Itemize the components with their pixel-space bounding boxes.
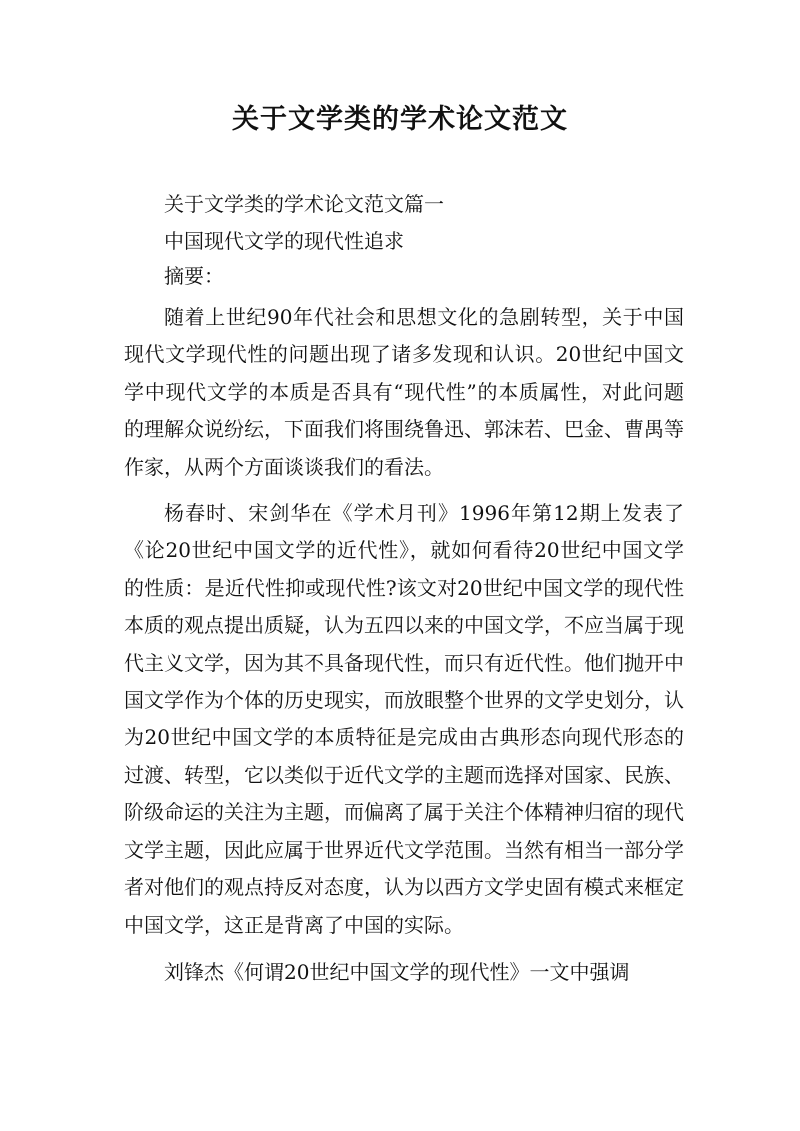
section-heading: 关于文学类的学术论文范文篇一 <box>164 192 444 216</box>
paragraph: 随着上世纪90年代社会和思想文化的急剧转型，关于中国现代文学现代性的问题出现了诸多发现和认识。20世纪中国文学中现代文学的本质是否具有“现代性”的本质属性，对此问题的理解众说纷纭，下面我们将围绕鲁迅、郭沫若、巴金、曹禺等作家，从两个方面谈谈我们的看法。 <box>124 305 684 479</box>
paragraph: 杨春时、宋剑华在《学术月刊》1996年第12期上发表了《论20世纪中国文学的近代性》，就如何看待20世纪中国文学的性质：是近代性抑或现代性?该文对20世纪中国文学的现代性本质的观点提出质疑，认为五四以来的中国文学，不应当属于现代主义文学，因为其不具备现代性，而只有近代性。他们抛开中国文学作为个体的历史现实，而放眼整个世界的文学史划分，认为20世纪中国文学的本质特征是完成由古典形态向现代形态的过渡、转型，它以类似于近代文学的主题而选择对国家、民族、阶级命运的关注为主题，而偏离了属于关注个体精神归宿的现代文学主题，因此应属于世界近代文学范围。当然有相当一部分学者对他们的观点持反对态度，认为以西方文学史固有模式来框定中国文学，这正是背离了中国的实际。 <box>124 501 684 937</box>
document-body <box>124 190 684 991</box>
paragraph: 刘锋杰《何谓20世纪中国文学的现代性》一文中强调 <box>164 959 630 984</box>
article-subtitle: 中国现代文学的现代性追求 <box>164 229 404 253</box>
document-title: 关于文学类的学术论文范文 <box>232 104 568 135</box>
abstract-label: 摘要： <box>164 264 224 288</box>
